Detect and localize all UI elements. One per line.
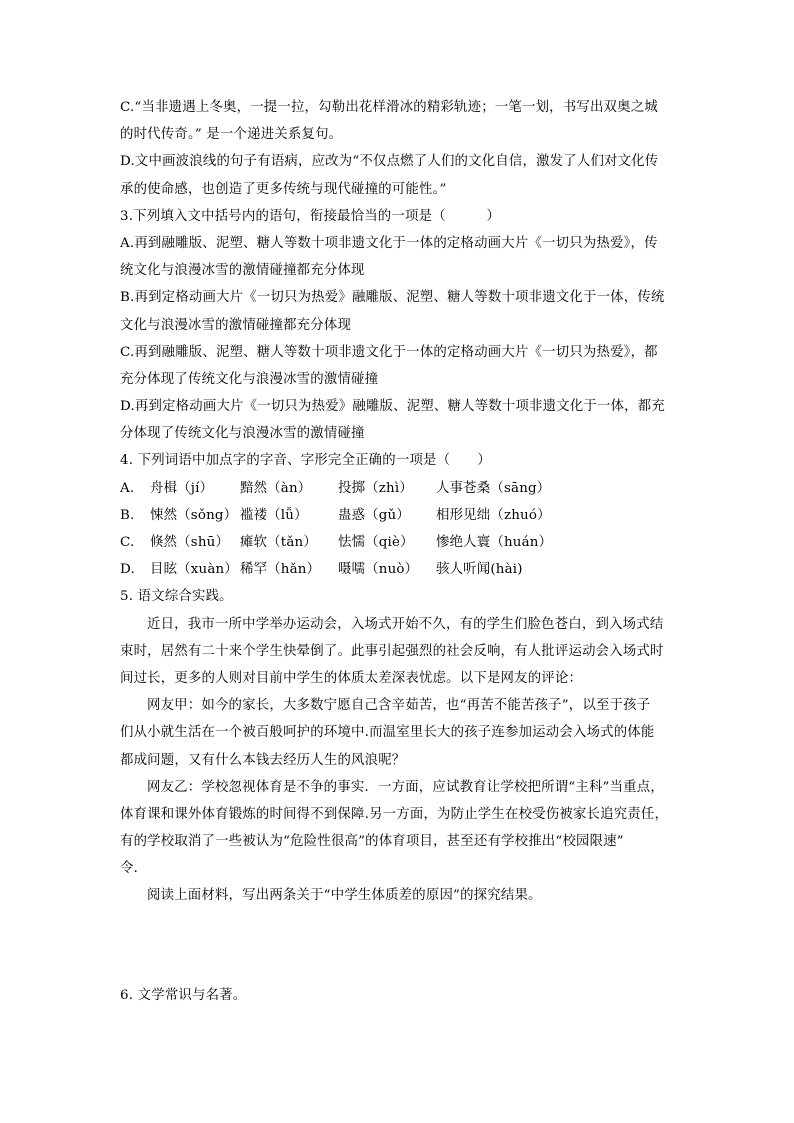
option-letter: B. xyxy=(120,507,135,523)
passage-para-3-line-3: 有的学校取消了一些被认为“危险性很高”的体育项目，甚至还有学校推出“校园限速” xyxy=(120,834,624,850)
question-5-prompt: 阅读上面材料，写出两条关于“中学生体质差的原因”的探究结果。 xyxy=(147,888,542,904)
q4-option-c xyxy=(120,529,676,556)
passage-para-2-line-1: 网友甲：如今的家长，大多数宁愿自己含辛茹苦，也“再苦不能苦孩子”，以至于孩子 xyxy=(147,698,651,714)
word-3: 怯懦（qiè） xyxy=(338,535,414,550)
option-d-line-1: D.文中画波浪线的句子有语病，应改为“不仅点燃了人们的文化自信，激发了人们对文化传 xyxy=(120,154,659,170)
q3-option-b-line-2: 文化与浪漫冰雪的激情碰撞都充分体现 xyxy=(120,317,352,333)
word-3: 投掷（zhì） xyxy=(338,480,413,496)
question-3-stem: 3.下列填入文中括号内的语句，衔接最恰当的一项是（ ） xyxy=(120,208,501,224)
q3-option-c-line-1: C.再到融雕版、泥塑、糖人等数十项非遗文化于一体的定格动画大片《一切只为热爱》，都 xyxy=(120,344,658,360)
q3-option-a-line-1: A.再到融雕版、泥塑、糖人等数十项非遗文化于一体的定格动画大片《一切只为热爱》，传 xyxy=(120,235,658,251)
passage-para-3-line-1: 网友乙：学校忽视体育是不争的事实．一方面，应试教育让学校把所谓“主科”当重点， xyxy=(147,779,664,795)
option-d-line-2: 承的使命感，也创造了更多传统与现代碰撞的可能性。” xyxy=(120,181,447,197)
passage-para-3-line-2: 体育课和课外体育锻炼的时间得不到保障.另一方面，为防止学生在校受伤被家长追究责任， xyxy=(120,806,669,822)
question-4-stem: 4. 下列词语中加点字的字音、字形完全正确的一项是（ ） xyxy=(120,453,491,469)
word-3: 蛊惑（gǔ） xyxy=(338,507,410,523)
q4-option-b xyxy=(120,502,676,529)
word-1: 舟楫（jí） xyxy=(150,480,214,496)
q4-option-d xyxy=(120,556,676,583)
word-4: 人事苍桑（sāng） xyxy=(436,480,551,496)
word-1: 倏然（shū） xyxy=(150,535,230,550)
question-5-stem: 5. 语文综合实践。 xyxy=(120,589,233,605)
word-2: 瘫软（tǎn） xyxy=(240,535,317,550)
q3-option-a-line-2: 统文化与浪漫冰雪的激情碰撞都充分体现 xyxy=(120,263,365,279)
word-4: 骇人听闻(hài) xyxy=(436,562,523,578)
option-letter: A. xyxy=(120,480,135,496)
word-2: 黯然（àn） xyxy=(240,480,312,496)
option-letter: C. xyxy=(120,535,135,550)
passage-para-2-line-3: 都成问题，又有什么本钱去经历人生的风浪呢？ xyxy=(120,752,406,768)
passage-para-3-line-4: 令． xyxy=(120,861,148,877)
word-4: 相形见绌（zhuó） xyxy=(436,507,551,523)
option-letter: D. xyxy=(120,562,135,578)
word-2: 稀罕（hǎn） xyxy=(240,562,321,578)
question-6-stem: 6. 文学常识与名著。 xyxy=(120,987,247,1003)
word-1: 目眩（xuàn） xyxy=(150,562,238,578)
q3-option-d-line-1: D.再到定格动画大片《一切只为热爱》融雕版、泥塑、糖人等数十项非遗文化于一体，都充 xyxy=(120,399,665,415)
passage-para-1-line-1: 近日，我市一所中学举办运动会，入场式开始不久，有的学生们脸色苍白，到入场式结 xyxy=(147,616,664,632)
word-2: 褴褛（lǚ） xyxy=(240,507,308,523)
word-1: 悚然（sǒng） xyxy=(150,507,238,523)
word-4: 惨绝人寰（huán） xyxy=(436,535,553,550)
passage-para-1-line-3: 间过长，更多的人则对目前中学生的体质太差深表忧虑。以下是网友的评论： xyxy=(120,670,583,686)
q3-option-c-line-2: 充分体现了传统文化与浪漫冰雪的激情碰撞 xyxy=(120,371,379,387)
q3-option-b-line-1: B.再到定格动画大片《一切只为热爱》融雕版、泥塑、糖人等数十项非遗文化于一体，传统 xyxy=(120,290,665,306)
q4-option-a xyxy=(120,475,676,502)
answer-space xyxy=(120,910,676,982)
q3-option-d-line-2: 分体现了传统文化与浪漫冰雪的激情碰撞 xyxy=(120,426,365,442)
passage-para-1-line-2: 束时，居然有二十来个学生快晕倒了。此事引起强烈的社会反响，有人批评运动会入场式时 xyxy=(120,643,664,659)
passage-para-2-line-2: 们从小就生活在一个被百般呵护的环境中.而温室里长大的孩子连参加运动会入场式的体能 xyxy=(120,725,655,741)
option-c-line-1: C.“当非遗遇上冬奥，一提一拉，勾勒出花样滑冰的精彩轨迹；一笔一划，书写出双奥之城 xyxy=(120,100,658,115)
word-3: 嗫嚅（nuò） xyxy=(338,562,419,578)
option-c-line-2: 的时代传奇。” 是一个递进关系复句。 xyxy=(120,127,343,143)
